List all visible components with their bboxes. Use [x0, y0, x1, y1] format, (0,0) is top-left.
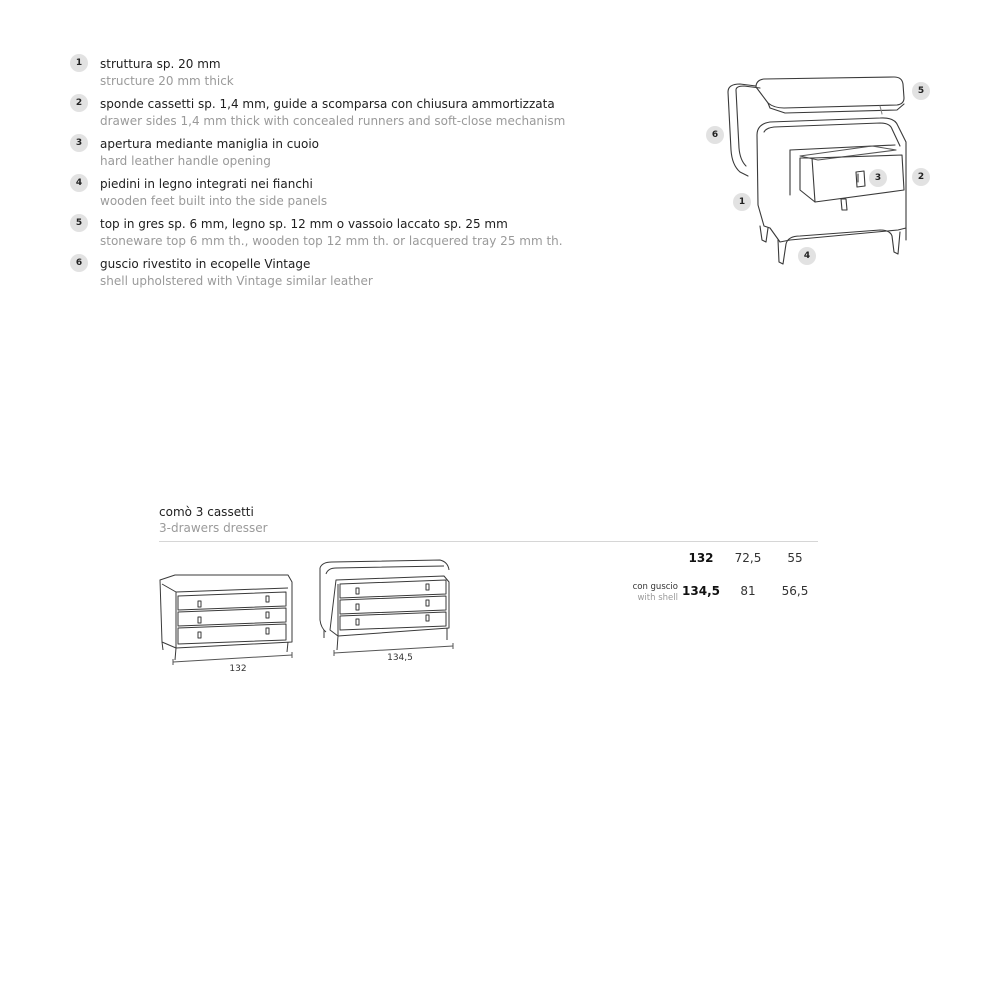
product-title: comò 3 cassetti	[159, 505, 254, 519]
feature-text-en: shell upholstered with Vintage similar leather	[100, 274, 373, 288]
feature-text-en: hard leather handle opening	[100, 154, 271, 168]
feature-item	[70, 174, 590, 214]
dresser-width-label: 132	[229, 664, 247, 674]
with-shell-note-en: with shell	[637, 593, 678, 603]
feature-text-en: stoneware top 6 mm th., wooden top 12 mm th. or lacquered tray 25 mm th.	[100, 234, 563, 248]
callout-badge: 3	[869, 169, 887, 187]
callout-badge: 1	[733, 193, 751, 211]
feature-text-it: top in gres sp. 6 mm, legno sp. 12 mm o vassoio laccato sp. 25 mm	[100, 217, 508, 231]
feature-text-it: guscio rivestito in ecopelle Vintage	[100, 257, 311, 271]
dimension-width-with-shell: 134,5	[682, 584, 720, 598]
callout-badge: 5	[912, 82, 930, 100]
feature-item	[70, 254, 590, 294]
feature-list	[70, 54, 590, 294]
feature-item	[70, 54, 590, 94]
feature-number-badge: 3	[70, 134, 88, 152]
feature-number-badge: 2	[70, 94, 88, 112]
feature-text-en: drawer sides 1,4 mm thick with concealed runners and soft-close mechanism	[100, 114, 566, 128]
feature-number-badge: 6	[70, 254, 88, 272]
dimension-depth: 55	[787, 551, 803, 565]
feature-text-en: wooden feet built into the side panels	[100, 194, 328, 208]
dimension-height: 72,5	[734, 551, 762, 565]
feature-item	[70, 134, 590, 174]
feature-text-it: sponde cassetti sp. 1,4 mm, guide a scomparsa con chiusura ammortizzata	[100, 97, 555, 111]
callout-badge: 6	[706, 126, 724, 144]
dresser-with-shell-drawing	[315, 558, 460, 658]
dimension-height-with-shell: 81	[740, 584, 756, 598]
callout-badge: 2	[912, 168, 930, 186]
dimension-width: 132	[688, 551, 714, 565]
divider	[159, 541, 818, 542]
callout-badge: 4	[798, 247, 816, 265]
feature-text-it: apertura mediante maniglia in cuoio	[100, 137, 319, 151]
feature-text-it: struttura sp. 20 mm	[100, 57, 221, 71]
feature-number-badge: 4	[70, 174, 88, 192]
with-shell-note-it: con guscio	[632, 582, 678, 592]
dresser-with-shell-width-label: 134,5	[387, 653, 413, 663]
feature-number-badge: 5	[70, 214, 88, 232]
feature-number-badge: 1	[70, 54, 88, 72]
with-shell-note	[590, 582, 678, 604]
feature-item	[70, 94, 590, 134]
feature-text-en: structure 20 mm thick	[100, 74, 234, 88]
feature-item	[70, 214, 590, 254]
dimension-depth-with-shell: 56,5	[781, 584, 809, 598]
feature-text-it: piedini in legno integrati nei fianchi	[100, 177, 313, 191]
product-subtitle: 3-drawers dresser	[159, 521, 268, 535]
